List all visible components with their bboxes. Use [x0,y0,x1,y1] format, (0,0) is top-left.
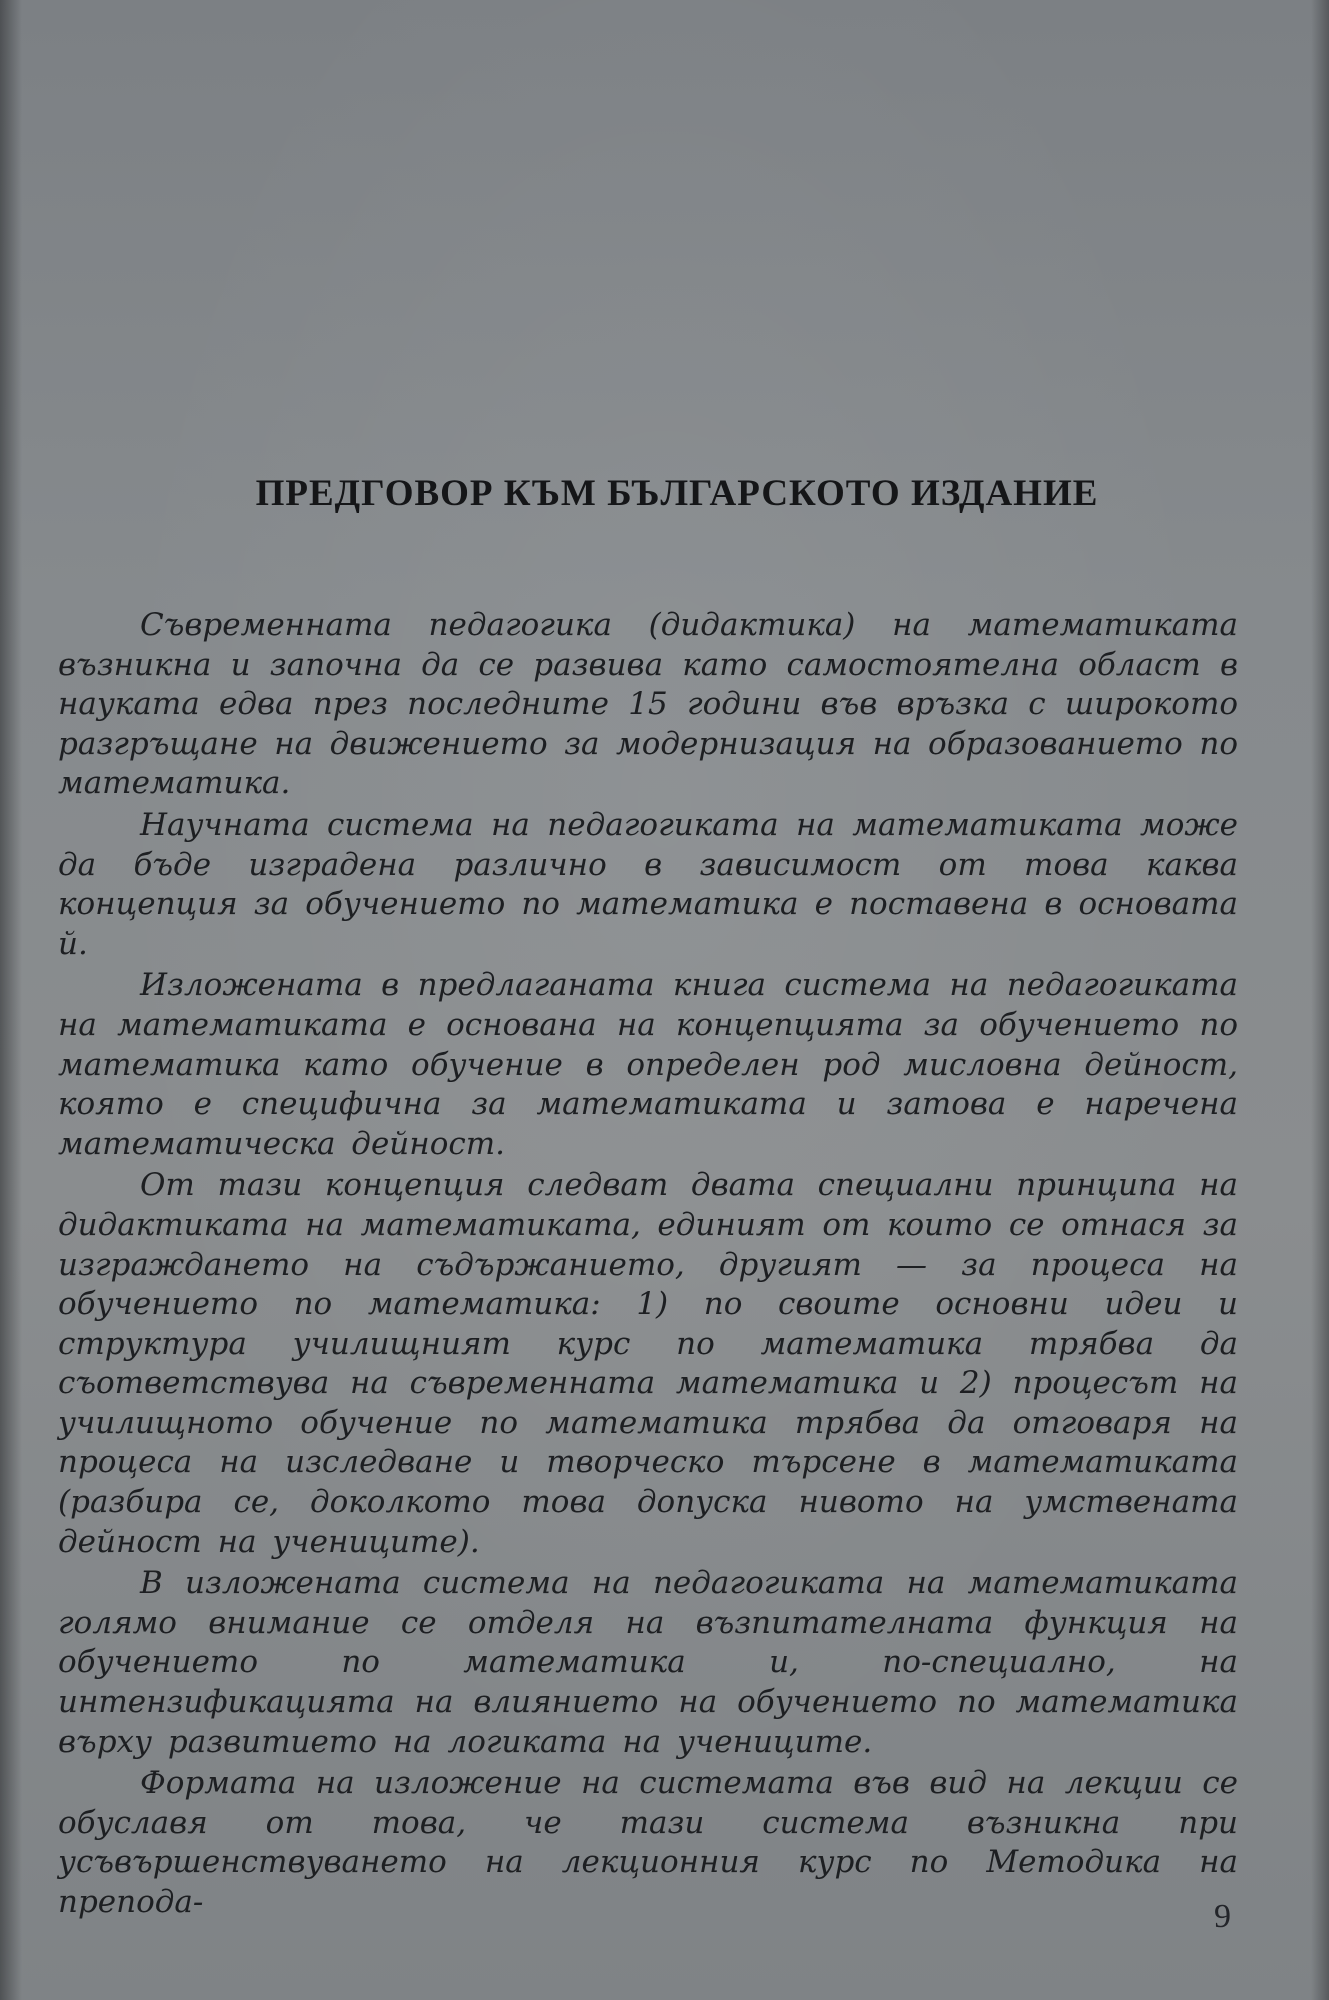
paragraph: От тази концепция следват двата специални принципа на дидактиката на математиката, единият от които се отнася за изграждането на съдържанието, другият — за процеса на обучението по математика: 1) по своите основни идеи и структура училищният курс по математика трябва да съответствува на съвременната математика и 2) процесът на училищното обучение по математика трябва да отговаря на процеса на изследване и творческо търсене в математиката (разбира се, доколкото това допуска нивото на умствената дейност на учениците). [58,1167,1238,1560]
paragraph: В изложената система на педагогиката на математиката голямо внимание се отделя на възпитателната функция на обучението по математика и, по-специално, на интензификацията на влиянието на обучението по математика върху развитието на логиката на учениците. [58,1565,1238,1760]
paragraph: Изложената в предлаганата книга система на педагогиката на математиката е основана на концепцията за обучението по математика като обучение в определен род мисловна дейност, която е специфична за математиката и затова е наречена математическа дейност. [58,967,1238,1162]
paragraph: Съвременната педагогика (дидактика) на математиката възникна и започна да се развива като самостоятелна област в науката едва през последните 15 години във връзка с широкото разгръщане на движението за модернизация на образованието по математика. [58,607,1238,802]
page-number: 9 [1214,1898,1231,1935]
paragraph: Научната система на педагогиката на математиката може да бъде изградена различно в зависимост от това каква концепция за обучението по математика е поставена в основата й. [58,806,1238,962]
page-title: ПРЕДГОВОР КЪМ БЪЛГАРСКОТО ИЗДАНИЕ [255,473,1099,514]
paragraph: Формата на изложение на системата във вид на лекции се обуславя от това, че тази система възникна при усъвършенствуването на лекционния курс по Методика на препода- [58,1765,1238,1920]
body-text [58,606,1238,1925]
